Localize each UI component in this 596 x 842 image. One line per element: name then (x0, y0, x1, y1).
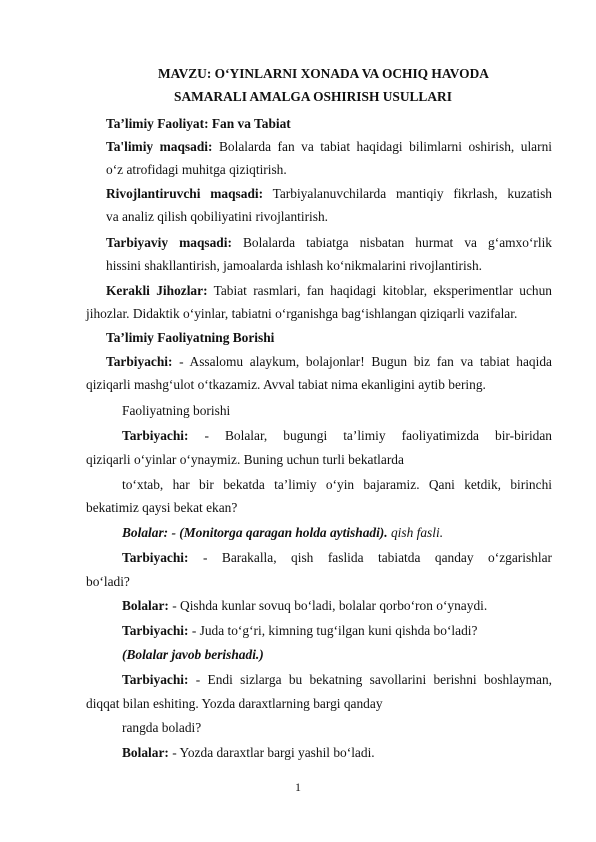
upbringing-goal-line: Tarbiyaviy maqsadi: Bolalarda tabiatga nisbatan hurmat va g‘amxo‘rlik (106, 235, 552, 250)
dialogue-line: Tarbiyachi: - Endi sizlarga bu bekatning savollarini berishni boshlayman, (122, 672, 552, 687)
text-line: to‘xtab, har bir bekatda ta’limiy o‘yin bajaramiz. Qani ketdik, birinchi (122, 477, 552, 492)
dialogue-line: Bolalar: - Yozda daraxtlar bargi yashil bo‘ladi. (122, 745, 375, 760)
text-line: o‘z atrofidagi muhitga qiziqtirish. (106, 162, 287, 177)
text-line: hissini shakllantirish, jamoalarda ishlash ko‘nikmalarini rivojlantirish. (106, 258, 482, 273)
dialogue-line: Tarbiyachi: - Juda to‘g‘ri, kimning tug‘ilgan kuni qishda bo‘ladi? (122, 623, 478, 638)
text-line: bekatimiz qaysi bekat ekan? (86, 500, 238, 515)
title-line-2: SAMARALI AMALGA OSHIRISH USULLARI (174, 89, 452, 104)
dialogue-line: Bolalar: - (Monitorga qaragan holda aytishadi). qish fasli. (122, 525, 444, 540)
developmental-goal-line: Rivojlantiruvchi maqsadi: Tarbiyalanuvchilarda mantiqiy fikrlash, kuzatish (106, 186, 552, 201)
dialogue-line: Tarbiyachi: - Barakalla, qish faslida tabiatda qanday o‘zgarishlar (122, 550, 552, 565)
text-line: va analiz qilish qobiliyatini rivojlantirish. (106, 209, 329, 224)
dialogue-line: Tarbiyachi: - Bolalar, bugungi ta’limiy faoliyatimizda bir-biridan (122, 428, 552, 443)
educational-goal-line: Ta'limiy maqsadi: Bolalarda fan va tabiat haqidagi bilimlarni oshirish, ularni (106, 139, 552, 154)
stage-direction: (Bolalar javob berishadi.) (122, 647, 264, 662)
dialogue-line: Bolalar: - Qishda kunlar sovuq bo‘ladi, bolalar qorbo‘ron o‘ynaydi. (122, 598, 488, 613)
text-line: jihozlar. Didaktik o‘yinlar, tabiatni o‘rganishga bag‘ishlangan qiziqarli vazifalar. (86, 306, 518, 321)
text-line: diqqat bilan eshiting. Yozda daraxtlarning bargi qanday (86, 696, 383, 711)
text-line: rangda boladi? (122, 720, 202, 735)
text-line: qiziqarli o‘yinlar o‘ynaymiz. Buning uchun turli bekatlarda (86, 452, 404, 467)
title-line-1: MAVZU: O‘YINLARNI XONADA VA OCHIQ HAVODA (158, 66, 489, 81)
page-number: 1 (295, 780, 301, 794)
activity-heading: Ta’limiy Faoliyat: Fan va Tabiat (106, 116, 291, 131)
text-line: Faoliyatning borishi (122, 403, 231, 418)
dialogue-line: Tarbiyachi: - Assalomu alaykum, bolajonlar! Bugun biz fan va tabiat haqida (106, 354, 552, 369)
text-line: bo‘ladi? (86, 574, 130, 589)
equipment-line: Kerakli Jihozlar: Tabiat rasmlari, fan haqidagi kitoblar, eksperimentlar uchun (106, 283, 552, 298)
section-heading: Ta’limiy Faoliyatning Borishi (106, 330, 275, 345)
text-line: qiziqarli mashg‘ulot o‘tkazamiz. Avval tabiat nima ekanligini aytib bering. (86, 377, 486, 392)
